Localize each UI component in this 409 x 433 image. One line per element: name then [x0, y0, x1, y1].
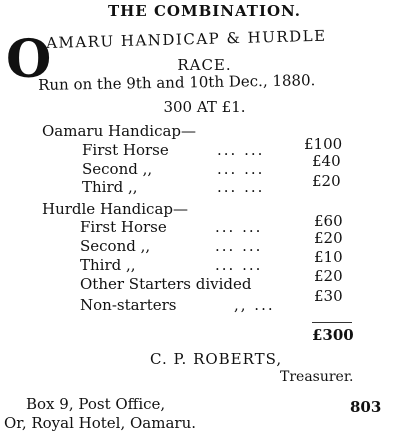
leader-dots: ,, ... [234, 296, 275, 314]
leader-dots: ... ... [215, 237, 263, 255]
prize-amount: £20 [314, 267, 343, 285]
prize-label: First Horse [80, 218, 167, 236]
prize-total: £300 [312, 326, 354, 344]
advertisement-heading: THE COMBINATION. [107, 2, 302, 20]
drop-cap-letter: O [6, 29, 52, 90]
address-line-1: Box 9, Post Office, [26, 395, 166, 413]
oamaru-handicap-heading: Oamaru Handicap— [42, 122, 197, 140]
address-line-2: Or, Royal Hotel, Oamaru. [4, 414, 197, 432]
leader-dots: ... ... [217, 141, 265, 159]
prize-label: Non-starters [80, 296, 177, 314]
prize-label: Other Starters divided [80, 275, 252, 293]
leader-dots: ... ... [215, 256, 263, 274]
prize-amount: £40 [312, 152, 341, 170]
hurdle-handicap-heading: Hurdle Handicap— [42, 200, 188, 218]
event-title-line-2: RACE. [177, 56, 232, 74]
leader-dots: ... ... [217, 178, 265, 196]
run-dates: Run on the 9th and 10th Dec., 1880. [37, 71, 316, 94]
prize-label: Third ,, [80, 256, 136, 274]
prize-label: First Horse [82, 141, 169, 159]
prize-label: Second ,, [80, 237, 151, 255]
prize-amount: £30 [314, 287, 343, 305]
advertisement-code: 803 [350, 398, 382, 416]
prize-amount: £20 [314, 229, 343, 247]
prize-label: Second ,, [82, 160, 153, 178]
sweep-terms: 300 AT £1. [163, 98, 246, 116]
prize-amount: £20 [312, 172, 341, 190]
total-rule [312, 322, 352, 323]
prize-amount: £10 [314, 248, 343, 266]
leader-dots: ... ... [215, 218, 263, 236]
leader-dots: ... ... [217, 160, 265, 178]
prize-amount: £60 [314, 212, 343, 230]
event-title-line-1: AMARU HANDICAP & HURDLE [45, 26, 327, 52]
prize-amount: £100 [304, 135, 343, 153]
signatory-name: C. P. ROBERTS, [150, 350, 283, 368]
signatory-title: Treasurer. [280, 369, 354, 385]
prize-label: Third ,, [82, 178, 138, 196]
